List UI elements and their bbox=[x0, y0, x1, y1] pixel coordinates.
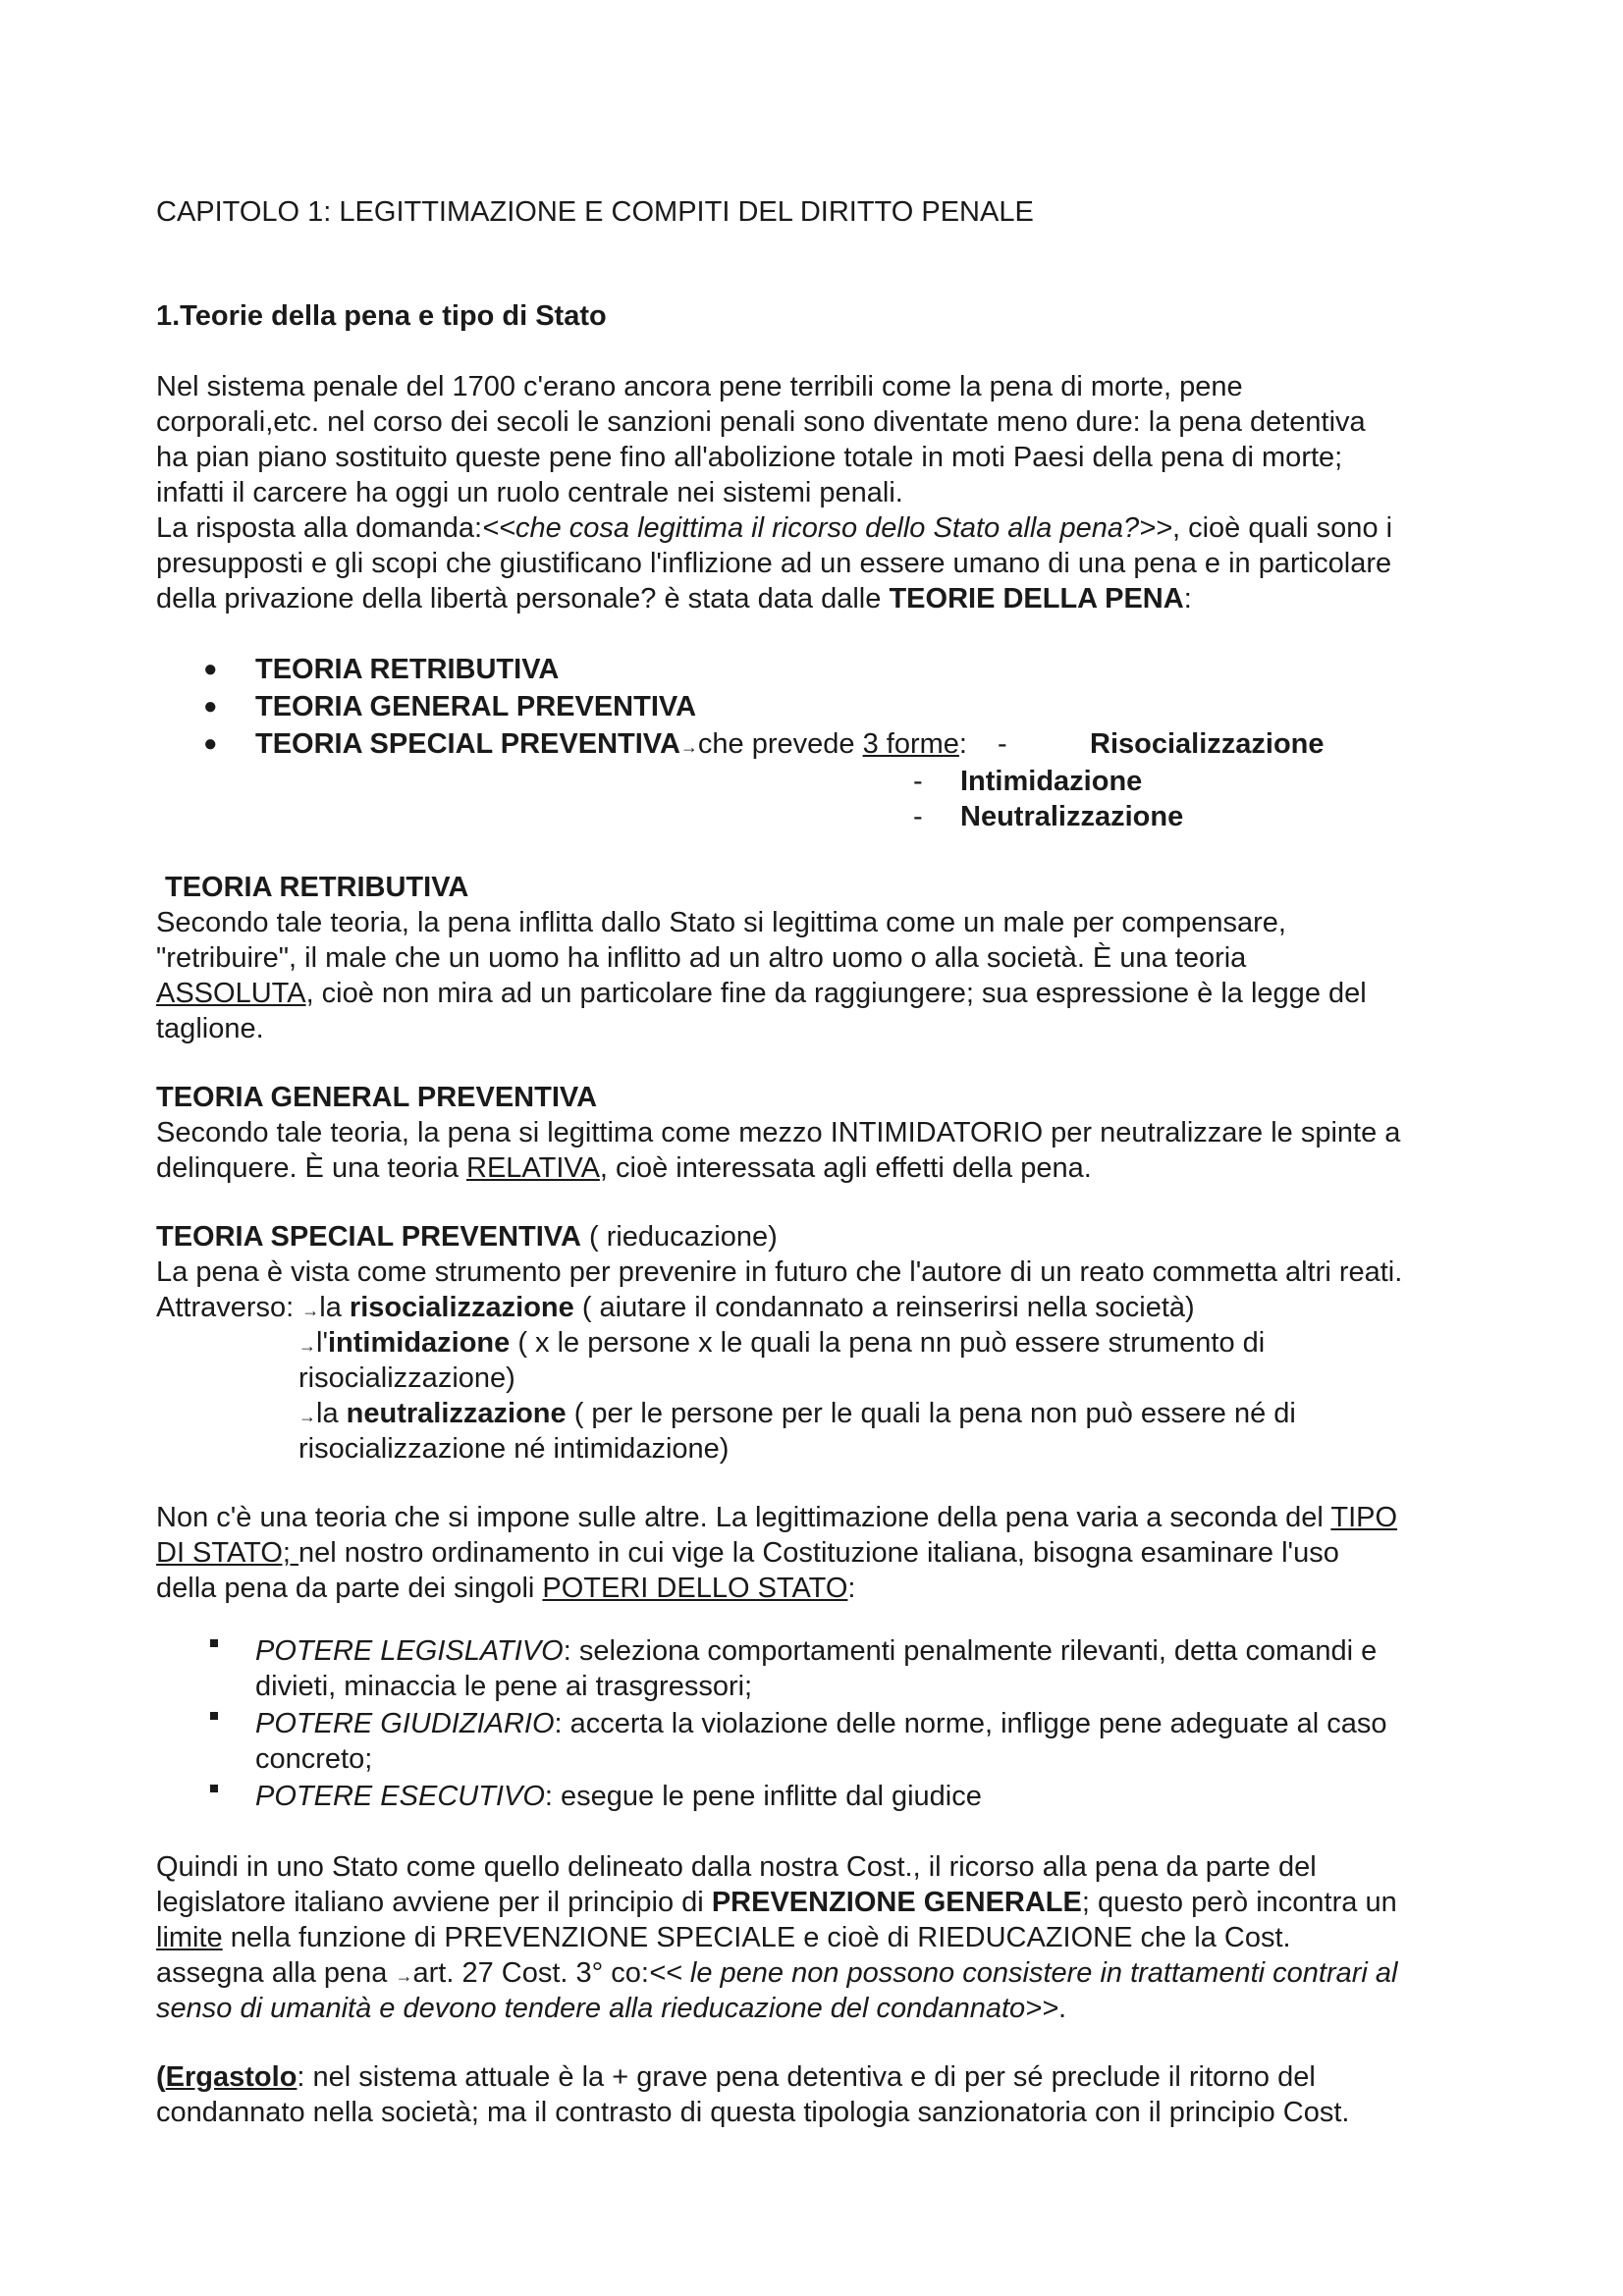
retributiva-line-1: Secondo tale teoria, la pena inflitta dallo Stato si legittima come un male per compensare, bbox=[156, 907, 1286, 938]
ergastolo-line-2: condannato nella società; ma il contrasto di questa tipologia sanzionatoria con il principio Cost. bbox=[156, 2097, 1350, 2128]
retributiva-line-4: taglione. bbox=[156, 1013, 264, 1044]
arrow-icon: → bbox=[298, 1336, 316, 1356]
conclusion-line-3: limite nella funzione di PREVENZIONE SPECIALE e cioè di RIEDUCAZIONE che la Cost. bbox=[156, 1922, 1291, 1953]
dash: - bbox=[913, 801, 923, 832]
powers-intro-line-2: DI STATO; nel nostro ordinamento in cui vige la Costituzione italiana, bisogna esaminare l'uso bbox=[156, 1537, 1339, 1569]
section-title: 1.Teorie della pena e tipo di Stato bbox=[156, 300, 607, 332]
intro-line-2: corporali,etc. nel corso dei secoli le sanzioni penali sono diventate meno dure: la pena detentiva bbox=[156, 406, 1366, 438]
list-item-special: TEORIA SPECIAL PREVENTIVA→che prevede 3 forme: bbox=[255, 728, 967, 760]
form-neutralizzazione: Neutralizzazione bbox=[960, 801, 1184, 832]
special-line-6: risocializzazione né intimidazione) bbox=[298, 1433, 730, 1465]
tre-forme: 3 forme bbox=[862, 728, 959, 760]
arrow-icon: → bbox=[298, 1407, 316, 1426]
arrow-icon: → bbox=[679, 737, 698, 757]
list-item-general: TEORIA GENERAL PREVENTIVA bbox=[255, 691, 697, 722]
powers-intro-line-3: della pena da parte dei singoli POTERI DELLO STATO: bbox=[156, 1573, 856, 1604]
question-quote: <<che cosa legittima il ricorso dello Stato alla pena?>> bbox=[482, 512, 1172, 544]
form-risocializzazione: Risocializzazione bbox=[1090, 728, 1325, 760]
chapter-title: CAPITOLO 1: LEGITTIMAZIONE E COMPITI DEL DIRITTO PENALE bbox=[156, 196, 1034, 228]
special-line-2: Attraverso: →la risocializzazione ( aiutare il condannato a reinserirsi nella società) bbox=[156, 1292, 1195, 1323]
square-bullet-icon bbox=[210, 1639, 218, 1647]
general-line-1: Secondo tale teoria, la pena si legittima come mezzo INTIMIDATORIO per neutralizzare le spinte a bbox=[156, 1117, 1401, 1148]
intro-line-3: ha pian piano sostituito queste pene fino all'abolizione totale in moti Paesi della pena di morte; bbox=[156, 442, 1343, 473]
dash: - bbox=[913, 766, 923, 797]
assoluta: ASSOLUTA bbox=[156, 978, 306, 1009]
special-line-1: La pena è vista come strumento per prevenire in futuro che l'autore di un reato commetta altri reati. bbox=[156, 1256, 1403, 1288]
power-giudiziario: POTERE GIUDIZIARIO: accerta la violazione delle norme, infligge pene adeguate al caso bbox=[255, 1708, 1387, 1739]
conclusion-line-5: senso di umanità e devono tendere alla rieducazione del condannato>>. bbox=[156, 1993, 1067, 2024]
heading-general: TEORIA GENERAL PREVENTIVA bbox=[156, 1082, 598, 1113]
relativa: RELATIVA bbox=[466, 1152, 600, 1184]
power-esecutivo: POTERE ESECUTIVO: esegue le pene inflitte dal giudice bbox=[255, 1781, 982, 1812]
teorie-della-pena: TEORIE DELLA PENA bbox=[889, 583, 1184, 614]
special-line-5: →la neutralizzazione ( per le persone per le quali la pena non può essere né di bbox=[298, 1398, 1296, 1429]
arrow-icon: → bbox=[395, 1966, 413, 1986]
special-line-4: risocializzazione) bbox=[298, 1362, 515, 1394]
question-line-3: della privazione della libertà personale? è stata data dalle TEORIE DELLA PENA: bbox=[156, 583, 1192, 614]
heading-retributiva: TEORIA RETRIBUTIVA bbox=[165, 872, 469, 903]
question-line-2: presupposti e gli scopi che giustificano l'inflizione ad un essere umano di una pena e in particolare bbox=[156, 548, 1392, 579]
power-legislativo: POTERE LEGISLATIVO: seleziona comportamenti penalmente rilevanti, detta comandi e bbox=[255, 1635, 1378, 1667]
ergastolo-term: Ergastolo bbox=[165, 2061, 298, 2093]
ergastolo-line-1: (Ergastolo: nel sistema attuale è la + grave pena detentiva e di per sé preclude il ritorno del bbox=[156, 2061, 1316, 2093]
general-line-2: delinquere. È una teoria RELATIVA, cioè interessata agli effetti della pena. bbox=[156, 1152, 1092, 1184]
powers-intro-line-1: Non c'è una teoria che si impone sulle altre. La legittimazione della pena varia a seconda del TIPO bbox=[156, 1502, 1398, 1533]
bullet-icon: ● bbox=[203, 730, 218, 757]
conclusion-line-4: assegna alla pena →art. 27 Cost. 3° co:<< le pene non possono consistere in trattamenti contrari al bbox=[156, 1957, 1398, 1989]
special-line-3: →l'intimidazione ( x le persone x le quali la pena nn può essere strumento di bbox=[298, 1327, 1266, 1359]
bullet-icon: ● bbox=[203, 693, 218, 720]
square-bullet-icon bbox=[210, 1785, 218, 1792]
conclusion-line-1: Quindi in uno Stato come quello delineato dalla nostra Cost., il ricorso alla pena da parte del bbox=[156, 1851, 1317, 1883]
limite: limite bbox=[156, 1922, 223, 1953]
intro-line-1: Nel sistema penale del 1700 c'erano ancora pene terribili come la pena di morte, pene bbox=[156, 371, 1243, 402]
bullet-icon: ● bbox=[203, 656, 218, 682]
intro-line-4: infatti il carcere ha oggi un ruolo centrale nei sistemi penali. bbox=[156, 477, 903, 508]
conclusion-line-2: legislatore italiano avviene per il principio di PREVENZIONE GENERALE; questo però incontra un bbox=[156, 1887, 1397, 1918]
heading-special: TEORIA SPECIAL PREVENTIVA ( rieducazione) bbox=[156, 1221, 778, 1253]
list-item-retributiva: TEORIA RETRIBUTIVA bbox=[255, 654, 560, 685]
retributiva-line-3: ASSOLUTA, cioè non mira ad un particolare fine da raggiungere; sua espressione è la legge del bbox=[156, 978, 1367, 1009]
form-intimidazione: Intimidazione bbox=[960, 766, 1143, 797]
power-giudiziario-line-2: concreto; bbox=[255, 1743, 373, 1775]
dash: - bbox=[998, 728, 1007, 760]
power-legislativo-line-2: divieti, minaccia le pene ai trasgressori; bbox=[255, 1671, 753, 1702]
square-bullet-icon bbox=[210, 1712, 218, 1720]
retributiva-line-2: "retribuire", il male che un uomo ha inflitto ad un altro uomo o alla società. È una teoria bbox=[156, 942, 1247, 974]
poteri-dello-stato: POTERI DELLO STATO bbox=[542, 1573, 848, 1604]
question-line: La risposta alla domanda:<<che cosa legittima il ricorso dello Stato alla pena?>>, cioè quali sono i bbox=[156, 512, 1393, 544]
arrow-icon: → bbox=[301, 1301, 320, 1320]
